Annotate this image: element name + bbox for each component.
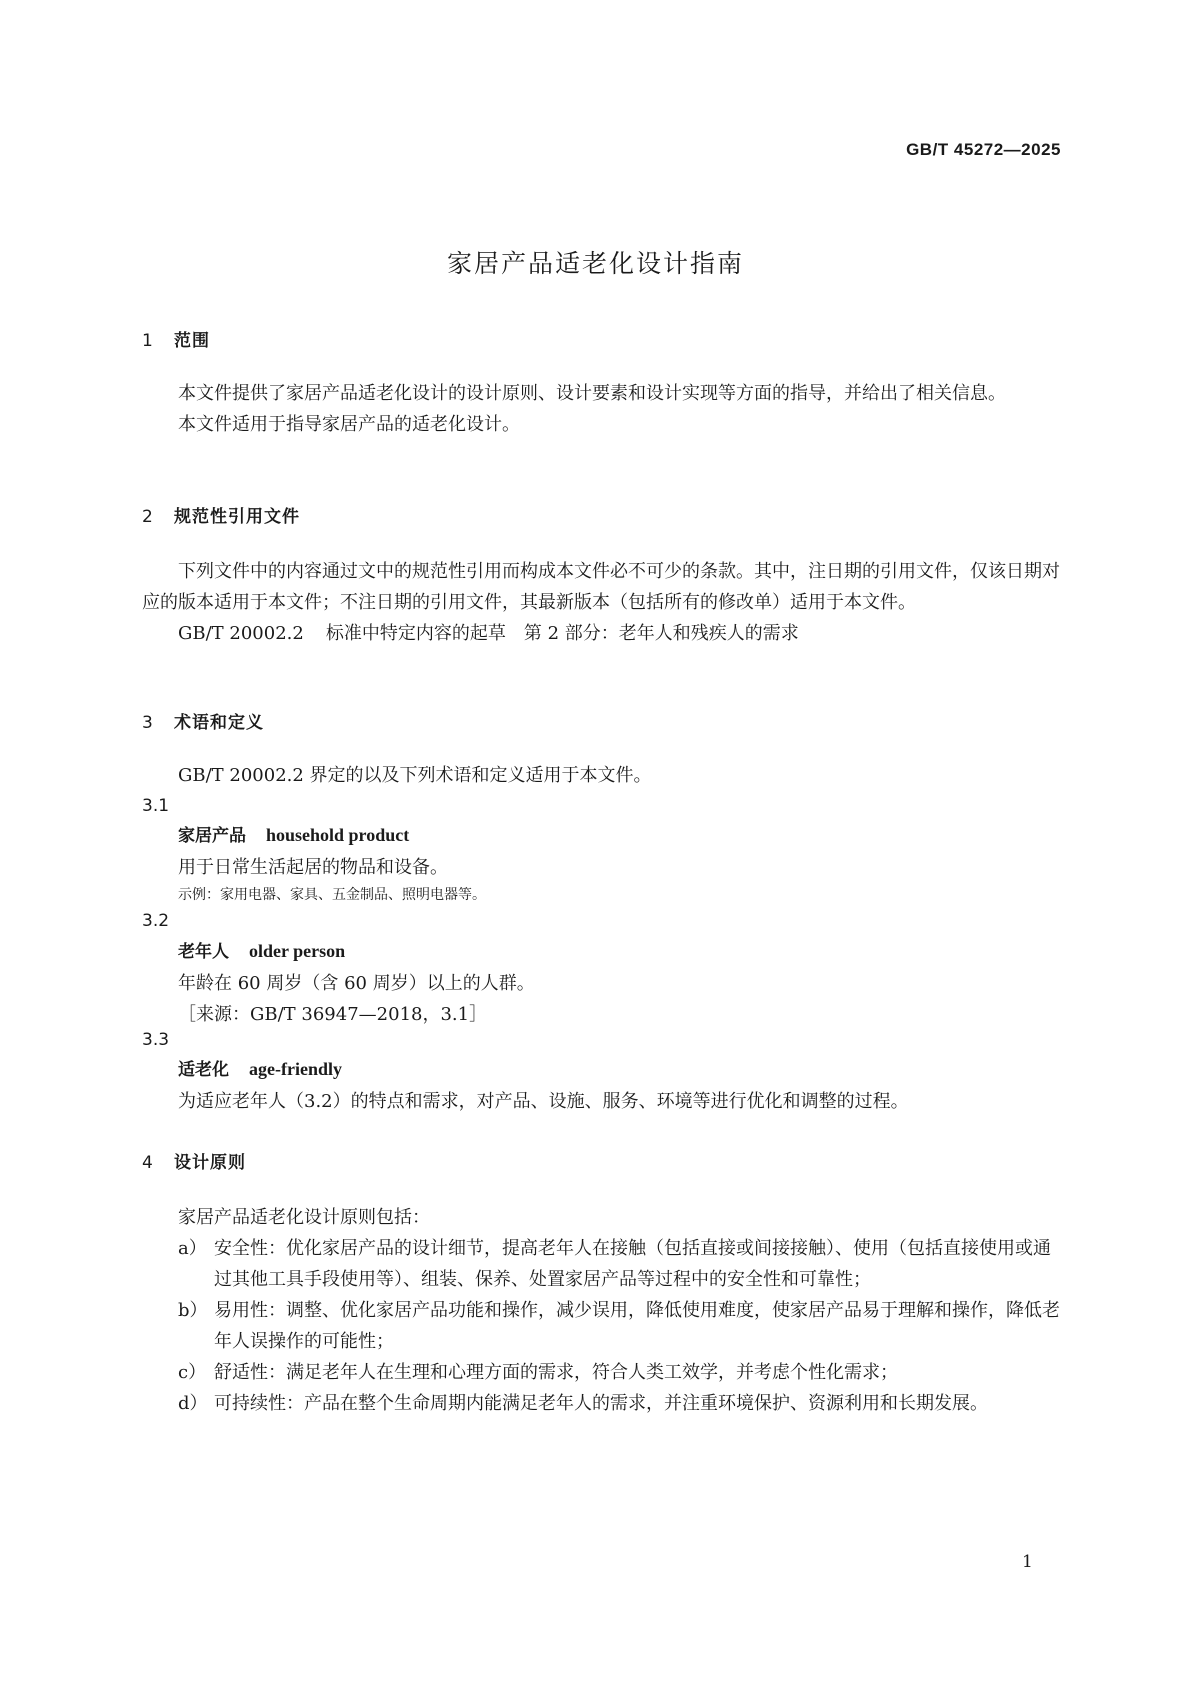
term-definition: 为适应老年人（3.2）的特点和需求，对产品、设施、服务、环境等进行优化和调整的过程。 <box>178 1091 909 1112</box>
section-4-heading <box>142 1148 246 1173</box>
list-marker: c） <box>178 1362 207 1383</box>
term-cn: 家居产品 <box>178 826 246 846</box>
standard-code: GB/T 45272—2025 <box>906 140 1061 159</box>
term-definition: 用于日常生活起居的物品和设备。 <box>178 857 448 878</box>
term-example <box>142 883 1062 907</box>
paragraph: 家居产品适老化设计原则包括： <box>178 1207 430 1228</box>
section-title: 规范性引用文件 <box>174 507 300 527</box>
normative-reference <box>142 618 1062 649</box>
term-heading <box>142 1054 1062 1086</box>
term-3-2 <box>142 936 1062 1030</box>
list-text: 易用性：调整、优化家居产品功能和操作，减少误用，降低使用难度，使家居产品易于理解和操作，降低老年人误操作的可能性； <box>214 1300 1060 1352</box>
term-definition: 年龄在 60 周岁（含 60 周岁）以上的人群。 <box>178 973 535 994</box>
term-source: ［来源：GB/T 36947—2018，3.1］ <box>178 1004 488 1025</box>
section-title: 术语和定义 <box>174 713 264 733</box>
section-1-body <box>142 378 1062 440</box>
example-label: 示例： <box>178 887 220 903</box>
list-marker: d） <box>178 1393 208 1414</box>
term-cn: 老年人 <box>178 942 229 962</box>
term-en: older person <box>249 941 346 961</box>
section-title: 设计原则 <box>174 1153 246 1173</box>
example-text: 家用电器、家具、五金制品、照明电器等。 <box>220 887 486 903</box>
section-number: 3 <box>142 713 154 733</box>
clause-number: 3.3 <box>142 1030 170 1050</box>
section-title: 范围 <box>174 331 210 351</box>
clause-number: 3.2 <box>142 911 170 931</box>
section-number: 2 <box>142 507 154 527</box>
section-3-heading <box>142 708 264 733</box>
list-marker: b） <box>178 1300 208 1321</box>
term-3-1 <box>142 820 1062 907</box>
section-number: 4 <box>142 1153 154 1173</box>
list-text: 安全性：优化家居产品的设计细节，提高老年人在接触（包括直接或间接接触）、使用（包括直接使用或通过其他工具手段使用等）、组装、保养、处置家居产品等过程中的安全性和可靠性； <box>214 1238 1051 1290</box>
list-item <box>142 1233 1062 1295</box>
section-4-body <box>142 1202 1062 1419</box>
section-2-body <box>142 556 1062 649</box>
section-1-heading <box>142 326 210 351</box>
reference-code: GB/T 20002.2 <box>178 623 304 644</box>
paragraph: 本文件适用于指导家居产品的适老化设计。 <box>178 414 520 435</box>
list-item <box>142 1295 1062 1357</box>
section-3-intro <box>142 760 1062 791</box>
term-3-3 <box>142 1054 1062 1117</box>
term-en: age-friendly <box>249 1059 342 1079</box>
paragraph: 本文件提供了家居产品适老化设计的设计原则、设计要素和设计实现等方面的指导，并给出了相关信息。 <box>178 383 1006 404</box>
list-text: 可持续性：产品在整个生命周期内能满足老年人的需求，并注重环境保护、资源利用和长期发展。 <box>214 1393 988 1414</box>
reference-title: 标准中特定内容的起草 第 2 部分：老年人和残疾人的需求 <box>325 623 799 644</box>
list-item <box>142 1388 1062 1419</box>
term-heading <box>142 936 1062 968</box>
document-title: 家居产品适老化设计指南 <box>446 249 744 278</box>
term-cn: 适老化 <box>178 1060 229 1080</box>
list-text: 舒适性：满足老年人在生理和心理方面的需求，符合人类工效学，并考虑个性化需求； <box>214 1362 898 1383</box>
list-item <box>142 1357 1062 1388</box>
section-2-heading <box>142 502 300 527</box>
page-number: 1 <box>1022 1552 1033 1572</box>
term-heading <box>142 820 1062 852</box>
section-number: 1 <box>142 331 154 351</box>
clause-number: 3.1 <box>142 796 170 816</box>
paragraph: GB/T 20002.2 界定的以及下列术语和定义适用于本文件。 <box>178 765 652 786</box>
term-en: household product <box>266 825 410 845</box>
paragraph: 下列文件中的内容通过文中的规范性引用而构成本文件必不可少的条款。其中，注日期的引用文件，仅该日期对应的版本适用于本文件；不注日期的引用文件，其最新版本（包括所有的修改单）适用于本文件。 <box>142 561 1060 613</box>
list-marker: a） <box>178 1238 207 1259</box>
